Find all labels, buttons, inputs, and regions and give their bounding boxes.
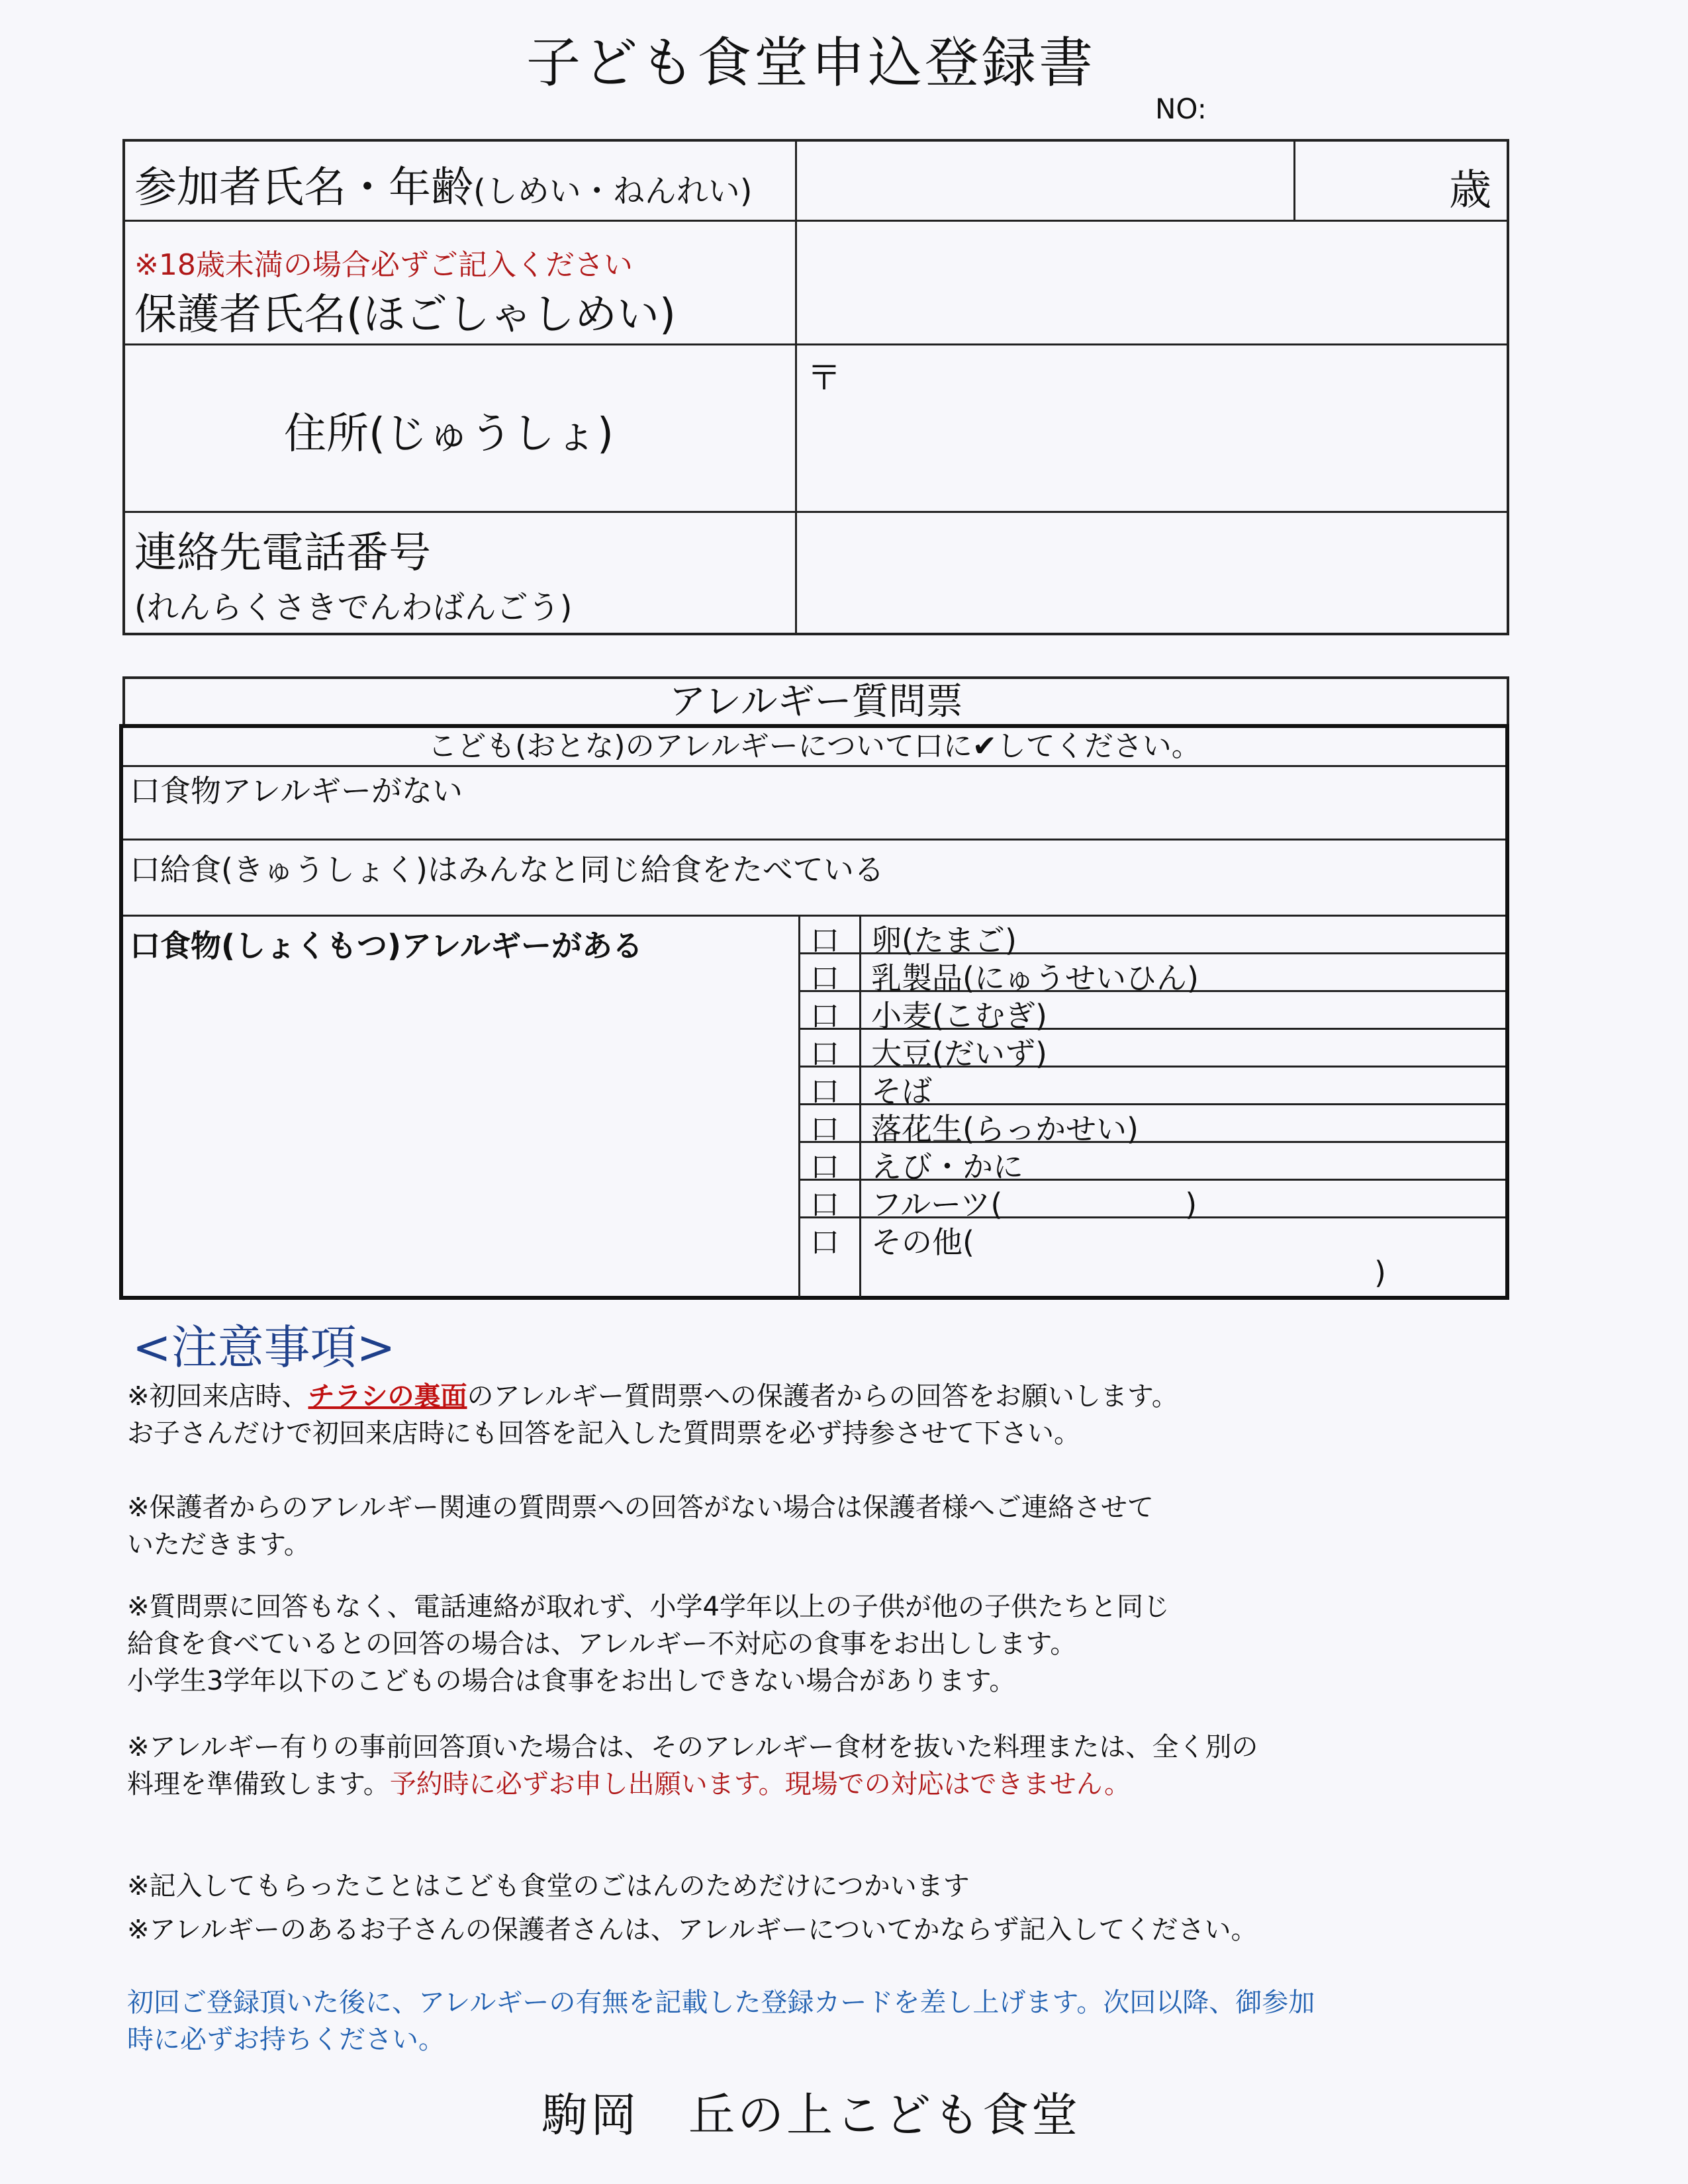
allergy-item-label: 卵(たまご) — [871, 923, 1017, 958]
allergy-item-peanut[interactable] — [798, 1105, 1505, 1147]
checkbox-egg[interactable]: 口 — [810, 924, 839, 958]
allergy-item-label: 大豆(だいず) — [871, 1036, 1047, 1071]
other-close-paren: ) — [1374, 1255, 1386, 1291]
note-3: ※質問票に回答もなく、電話連絡が取れず、小学4学年以上の子供が他の子供たちと同じ 給食を食べているとの回答の場合は、アレルギー不対応の食事をお出しします。 小学生3学年以下のこどもの場合は食事をお出しできない場合があります。 — [127, 1592, 1170, 1696]
note-5: ※記入してもらったことはこども食堂のごはんのためだけにつかいます — [127, 1871, 970, 1901]
organization-name: 駒岡 丘の上こども食堂 — [541, 2088, 1080, 2142]
checkbox-soybean[interactable]: 口 — [810, 1037, 839, 1071]
participant-label: 参加者氏名・年齢(しめい・ねんれい) — [134, 163, 753, 212]
option-no-allergy[interactable] — [123, 767, 1505, 841]
option-school-lunch-label: 口給食(きゅうしょく)はみんなと同じ給食をたべている — [130, 852, 884, 887]
checkbox-buckwheat[interactable]: 口 — [810, 1075, 839, 1109]
allergy-item-list — [798, 917, 1505, 1296]
age-suffix: 歳 — [1449, 166, 1491, 215]
option-school-lunch[interactable] — [123, 841, 1505, 917]
flyer-back-link[interactable]: チラシの裏面 — [308, 1381, 467, 1412]
registration-table — [122, 139, 1509, 635]
note-4: ※アレルギー有りの事前回答頂いた場合は、そのアレルギー食材を抜いた料理または、全く別の 料理を準備致します。予約時に必ずお申し出願います。現場での対応はできません。 — [127, 1732, 1258, 1799]
note-1: ※初回来店時、チラシの裏面のアレルギー質問票への保護者からの回答をお願いします。 お子さんだけで初回来店時にも回答を記入した質問票を必ず持参させて下さい。 — [127, 1381, 1178, 1449]
note-6: ※アレルギーのあるお子さんの保護者さんは、アレルギーについてかならず記入してください。 — [127, 1915, 1258, 1945]
form-number-label: NO: — [1155, 93, 1207, 125]
notes-heading: <注意事項> — [132, 1320, 396, 1375]
allergy-item-wheat[interactable] — [798, 992, 1505, 1034]
checkbox-peanut[interactable]: 口 — [810, 1113, 839, 1146]
age-field[interactable] — [1295, 142, 1511, 220]
allergy-instruction: こども(おとな)のアレルギーについて口に✔してください。 — [123, 728, 1505, 767]
allergy-item-label: フルーツ( ) — [871, 1187, 1197, 1222]
allergy-item-buckwheat[interactable] — [798, 1068, 1505, 1109]
postal-mark: 〒 — [807, 359, 842, 398]
phone-reading: (れんらくさきでんわばんごう) — [134, 589, 573, 626]
allergy-item-soybean[interactable] — [798, 1030, 1505, 1071]
checkbox-dairy[interactable]: 口 — [810, 962, 839, 995]
participant-name-field[interactable] — [795, 142, 1293, 220]
checkbox-wheat[interactable]: 口 — [810, 999, 839, 1033]
allergy-item-label: その他( — [871, 1224, 974, 1260]
checkbox-other[interactable]: 口 — [810, 1226, 839, 1259]
note-2: ※保護者からのアレルギー関連の質問票への回答がない場合は保護者様へご連絡させて いただきます。 — [127, 1492, 1154, 1560]
checkbox-fruit[interactable]: 口 — [810, 1188, 839, 1222]
allergy-heading: アレルギー質問票 — [122, 676, 1509, 724]
allergy-item-label: 落花生(らっかせい) — [871, 1111, 1139, 1147]
allergy-item-other[interactable] — [798, 1218, 1505, 1293]
allergy-item-dairy[interactable] — [798, 954, 1505, 996]
allergy-item-label: 小麦(こむぎ) — [871, 998, 1047, 1034]
phone-label: 連絡先電話番号 — [134, 529, 431, 578]
page-title: 子ども食堂申込登録書 — [526, 32, 1096, 95]
address-label: 住所(じゅうしょ) — [284, 410, 614, 459]
guardian-label: 保護者氏名(ほごしゃしめい) — [134, 291, 676, 340]
allergy-questionnaire — [119, 724, 1509, 1300]
phone-field[interactable] — [797, 513, 1509, 635]
checkbox-shrimp-crab[interactable]: 口 — [810, 1150, 839, 1184]
guardian-name-field[interactable] — [797, 222, 1509, 343]
option-has-allergy-label: 口食物(しょくもつ)アレルギーがある — [130, 928, 643, 964]
address-field[interactable] — [797, 345, 1509, 511]
allergy-item-egg[interactable] — [798, 917, 1505, 958]
allergy-item-label: 乳製品(にゅうせいひん) — [871, 960, 1199, 996]
registration-card-note: 初回ご登録頂いた後に、アレルギーの有無を記載した登録カードを差し上げます。次回以降、御参加 時に必ずお持ちください。 — [127, 1987, 1315, 2055]
option-no-allergy-label: 口食物アレルギーがない — [130, 773, 463, 809]
guardian-note: ※18歳未満の場合必ずご記入ください — [134, 248, 633, 282]
allergy-item-fruit[interactable] — [798, 1181, 1505, 1222]
allergy-item-shrimp-crab[interactable] — [798, 1143, 1505, 1185]
allergy-item-label: そば — [871, 1073, 932, 1109]
allergy-item-label: えび・かに — [871, 1149, 1023, 1185]
